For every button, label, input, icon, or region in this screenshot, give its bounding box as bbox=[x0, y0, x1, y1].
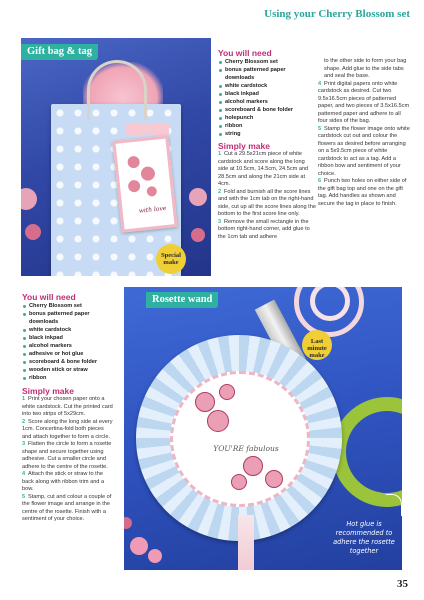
section-title: Using your Cherry Blossom set bbox=[264, 8, 410, 20]
arrow-icon bbox=[386, 494, 402, 516]
list-item: alcohol markers bbox=[218, 98, 316, 106]
step: 3 Remove the small rectangle in the bottom right-hand corner, add glue to the 1cm tab and adhere bbox=[218, 218, 310, 240]
page-number: 35 bbox=[397, 578, 408, 590]
step: 4 Attach the stick or straw to the back along with ribbon trim and a bow. bbox=[22, 471, 105, 492]
gift-bag-title: Gift bag & tag bbox=[21, 44, 98, 60]
step: 2 Fold and burnish all the score lines and with the 1cm tab on the right-hand side, cut up all the score lines along the bottom to the first score line only. bbox=[218, 188, 316, 217]
list-item: wooden stick or straw bbox=[22, 366, 114, 374]
rosette-instructions bbox=[22, 292, 114, 524]
step-continued: to the other side to form your bag shape. Add glue to the side tabs and seal the base. bbox=[324, 58, 407, 79]
rosette-center bbox=[170, 371, 310, 507]
special-make-badge: Special make bbox=[156, 244, 186, 274]
step: 2 Score along the long side at every 1cm. Concertina-fold both pieces and attach together to form a circle. bbox=[22, 418, 113, 440]
step: 1 Print your chosen paper onto a white cardstock. Cut the printed card into two strips of 5x29cm. bbox=[22, 396, 113, 417]
rosette-sentiment: YOU'RE fabulous bbox=[213, 444, 279, 453]
page-header bbox=[0, 0, 424, 26]
gift-tag bbox=[112, 135, 177, 232]
last-minute-badge: Last minute make bbox=[302, 330, 332, 360]
list-item: ribbon bbox=[218, 122, 316, 130]
list-item: string bbox=[218, 130, 316, 138]
list-item: black inkpad bbox=[22, 334, 114, 342]
step: 1 Cut a 29.5x21cm piece of white cardstock and score along the long side at 10.5cm, 14.5cm, 24.5cm and 28.5cm and along the 21cm side at 4cm. bbox=[218, 151, 309, 187]
gift-bag-photo bbox=[21, 38, 211, 276]
list-item: white cardstock bbox=[218, 82, 316, 90]
list-item: black inkpad bbox=[218, 90, 316, 98]
gift-bag-instructions bbox=[218, 48, 316, 241]
step: 5 Stamp, cut and colour a couple of the flower image and arrange in the centre of the rosette. Finish with a sentiment of your choice. bbox=[22, 493, 112, 522]
step: 5 Stamp the flower image onto white cardstock cut out and colour the flowers as desired before arranging on a 5x9.5cm piece of white cardstock to act as a tag. Add a ribbon bow and sentiment of your choice. bbox=[318, 125, 410, 177]
list-item: adhesive or hot glue bbox=[22, 350, 114, 358]
list-item: alcohol markers bbox=[22, 342, 114, 350]
list-item: scoreboard & bone folder bbox=[22, 358, 114, 366]
list-item: white cardstock bbox=[22, 326, 114, 334]
list-item: scoreboard & bone folder bbox=[218, 106, 316, 114]
gift-bag-instructions-cont bbox=[318, 58, 410, 208]
list-item: Cherry Blossom set bbox=[218, 58, 316, 66]
hot-glue-note: Hot glue is recommended to adhere the rosette together bbox=[333, 520, 395, 555]
step: 6 Punch two holes on either side of the gift bag top and one on the gift tag. Add handles as shown and secure the tag in place to finish. bbox=[318, 178, 407, 207]
rosette-title: Rosette wand bbox=[146, 292, 218, 308]
step: 3 Flatten the circle to form a rosette shape and secure together using adhesive. Cut a smaller circle and adhere to the centre of the rosette. bbox=[22, 441, 112, 470]
list-item: ribbon bbox=[22, 374, 114, 382]
list-item: holepunch bbox=[218, 114, 316, 122]
gift-bag-needs-list bbox=[218, 58, 316, 138]
list-item: bonus patterned paper downloads bbox=[22, 310, 114, 326]
rosette-needs-list bbox=[22, 302, 114, 382]
tag-sentiment: with love bbox=[138, 204, 167, 215]
rosette-needs-heading: You will need bbox=[22, 292, 76, 302]
step: 4 Print digital papers onto white cardstock as desired. Cut two 9.5x16.5cm pieces of patterned paper, and two pieces of 3.5x16.5cm patterned paper and adhere to all four sides of the bag. bbox=[318, 80, 410, 124]
rosette-make-heading: Simply make bbox=[22, 386, 74, 396]
gift-bag-make-heading: Simply make bbox=[218, 141, 270, 151]
list-item: bonus patterned paper downloads bbox=[218, 66, 316, 82]
gift-bag-needs-heading: You will need bbox=[218, 48, 272, 58]
list-item: Cherry Blossom set bbox=[22, 302, 114, 310]
